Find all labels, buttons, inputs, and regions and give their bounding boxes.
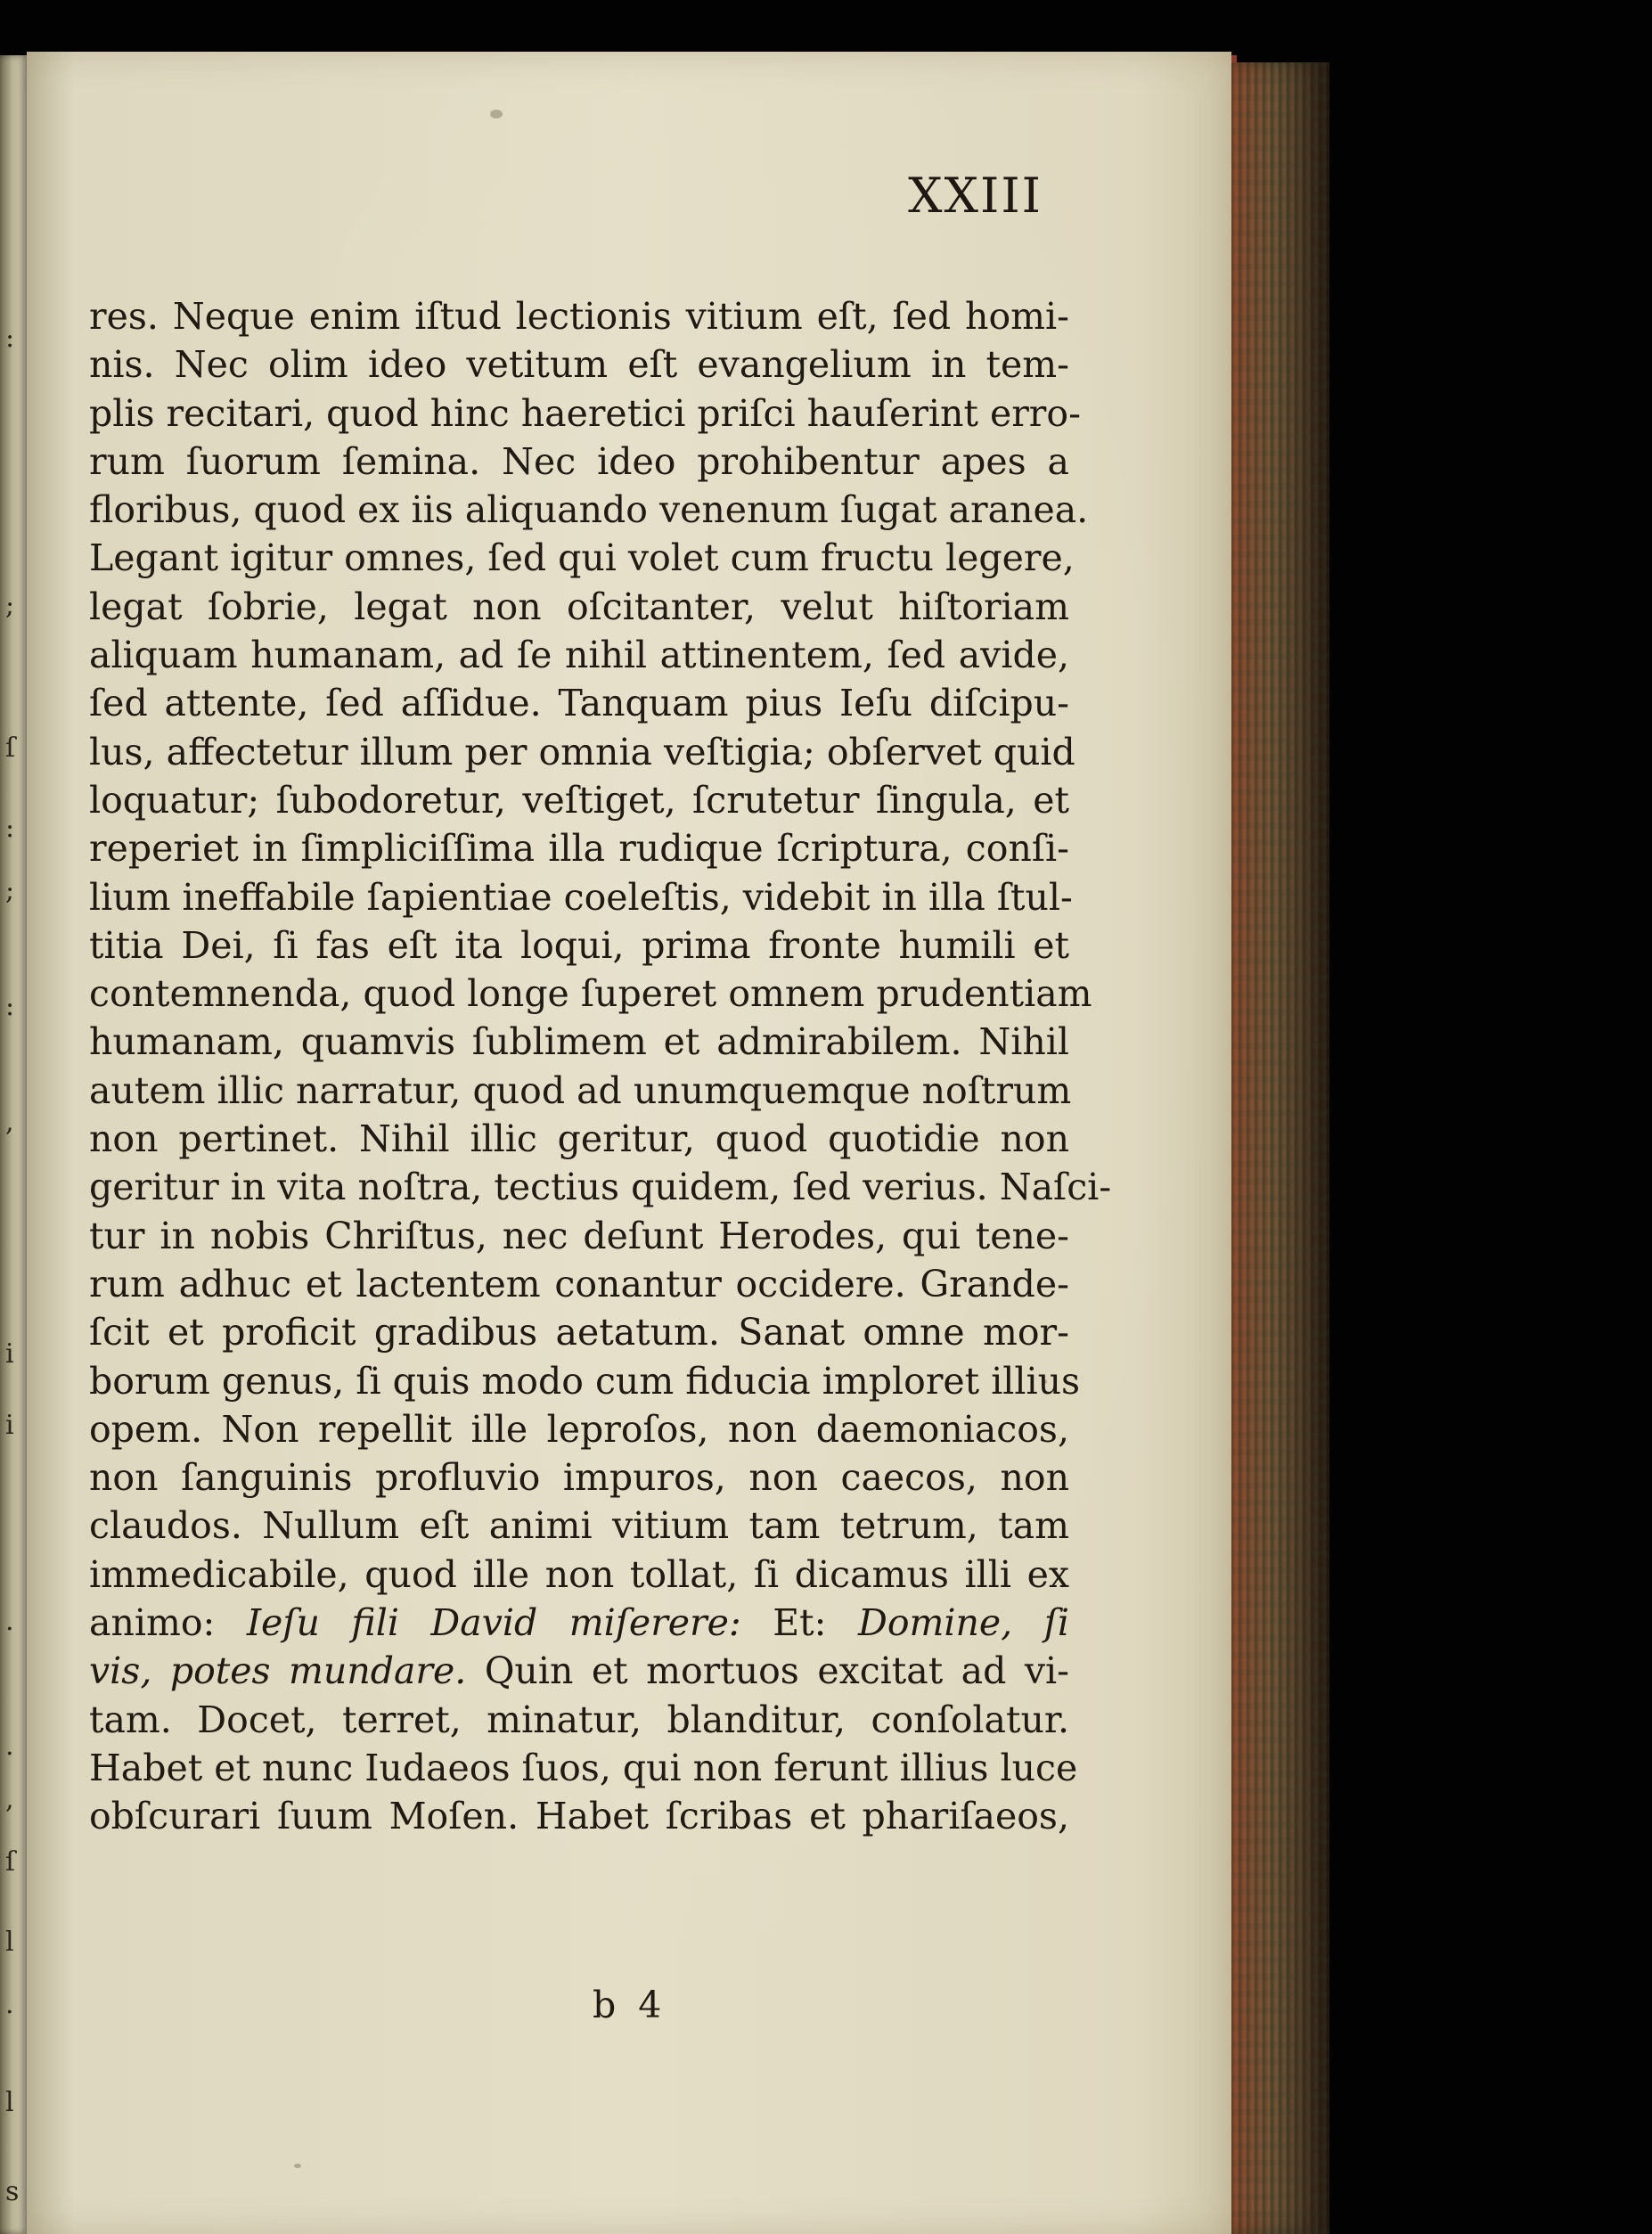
text-line [89, 679, 1069, 727]
text-segment: geritur in vita noſtra, tectius quidem, ſed verius. Naſci- [89, 1166, 1112, 1209]
text-line [89, 1744, 1078, 1792]
text-line [89, 1357, 1081, 1405]
text-line [89, 486, 1089, 534]
text-segment: Habet et nunc Iudaeos ſuos, qui non ferunt illius luce [89, 1746, 1078, 1789]
text-segment: immedicabile, quod ille non tollat, ſi dicamus illi ex [89, 1552, 1069, 1596]
text-segment: lium ineffabile ſapientiae coeleſtis, videbit in illa ſtul- [89, 875, 1073, 919]
text-segment: Legant igitur omnes, ſed qui volet cum fructu legere, [89, 536, 1075, 580]
text-segment: humanam, quamvis ſublimem et admirabilem. Nihil [89, 1020, 1069, 1064]
body-text [89, 292, 1112, 1841]
text-line [89, 1405, 1069, 1453]
text-line [89, 1696, 1069, 1744]
text-segment: reperiet in ſimpliciſſima illa rudique ſcriptura, conſi- [89, 827, 1069, 871]
text-line [89, 1308, 1069, 1356]
text-line [89, 1453, 1069, 1502]
page-number: XXIII [908, 168, 1043, 224]
text-segment: Quin et mortuos excitat ad vi- [484, 1649, 1069, 1693]
text-segment: ſed attente, ſed aſſidue. Tanquam pius Ieſu diſcipu- [89, 682, 1069, 725]
signature-mark: b 4 [593, 1984, 667, 2026]
italic-segment: Ieſu fili David miſerere: [246, 1601, 741, 1645]
text-line [89, 1792, 1069, 1840]
text-segment: autem illic narratur, quod ad unumquemque noſtrum [89, 1068, 1072, 1112]
text-segment: plis recitari, quod hinc haeretici priſci hauſerint erro- [89, 391, 1081, 435]
text-segment: tam. Docet, terret, minatur, blanditur, conſolatur. [89, 1698, 1069, 1741]
text-line [89, 728, 1075, 776]
book-binding [1231, 62, 1329, 2234]
text-line [89, 583, 1069, 631]
text-line [89, 921, 1069, 970]
facing-page-glyphs: : ; ſ : ; : , i i . . , ſ l . l s [5, 323, 20, 2207]
text-line [89, 389, 1081, 438]
text-line [89, 1018, 1069, 1066]
text-segment: aliquam humanam, ad ſe nihil attinentem, ſed avide, [89, 634, 1069, 677]
text-segment: obſcurari ſuum Moſen. Habet ſcribas et phariſaeos, [89, 1795, 1069, 1838]
text-segment: borum genus, ſi quis modo cum fiducia imploret illius [89, 1359, 1081, 1403]
paper-speck [490, 110, 503, 119]
text-segment: lus, affectetur illum per omnia veſtigia; obſervet quid [89, 730, 1075, 773]
text-line [89, 1163, 1112, 1211]
text-segment: claudos. Nullum eſt animi vitium tam tetrum, tam [89, 1504, 1069, 1548]
text-line [89, 340, 1069, 389]
text-segment: floribus, quod ex iis aliquando venenum ſugat aranea. [89, 488, 1089, 532]
text-segment: ſcit et proficit gradibus aetatum. Sanat omne mor- [89, 1311, 1069, 1354]
text-segment: animo: [89, 1601, 216, 1645]
text-segment: opem. Non repellit ille leproſos, non daemoniacos, [89, 1407, 1069, 1451]
text-segment: Et: [773, 1601, 827, 1645]
text-segment: titia Dei, ſi fas eſt ita loqui, prima fronte humili et [89, 923, 1069, 967]
text-line [89, 534, 1075, 582]
text-line [89, 292, 1069, 340]
text-line [89, 438, 1069, 486]
text-line [89, 1551, 1069, 1599]
text-line [89, 824, 1069, 872]
book-page [27, 52, 1231, 2234]
paper-speck [294, 2164, 301, 2168]
binding-texture [1231, 62, 1329, 2234]
text-segment: rum adhuc et lactentem conantur occidere. Grande- [89, 1262, 1069, 1305]
text-line [89, 1260, 1069, 1308]
text-segment: contemnenda, quod longe ſuperet omnem prudentiam [89, 972, 1092, 1016]
italic-segment: vis, potes mundare. [89, 1649, 467, 1693]
text-segment: legat ſobrie, legat non oſcitanter, velut hiſtoriam [89, 585, 1069, 628]
text-segment: nis. Nec olim ideo vetitum eſt evangelium in tem- [89, 343, 1069, 387]
text-line [89, 873, 1073, 921]
text-line [89, 1212, 1069, 1260]
text-segment: tur in nobis Chriſtus, nec deſunt Herodes, qui tene- [89, 1214, 1069, 1257]
text-segment: loquatur; ſubodoretur, veſtiget, ſcrutetur ſingula, et [89, 778, 1069, 822]
text-line [89, 1115, 1069, 1163]
text-line [89, 1502, 1069, 1550]
text-line [89, 776, 1069, 824]
italic-segment: Domine, ſi [857, 1601, 1069, 1645]
text-segment: non ſanguinis profluvio impuros, non caecos, non [89, 1456, 1069, 1500]
text-segment: non pertinet. Nihil illic geritur, quod quotidie non [89, 1117, 1069, 1161]
text-line [89, 1599, 1069, 1647]
text-segment: res. Neque enim iſtud lectionis vitium eſt, ſed homi- [89, 295, 1069, 338]
text-line [89, 970, 1092, 1018]
facing-page-edge [0, 55, 27, 2234]
text-line [89, 631, 1069, 679]
text-line [89, 1647, 1069, 1695]
text-segment: rum ſuorum ſemina. Nec ideo prohibentur apes a [89, 439, 1069, 483]
text-line [89, 1067, 1072, 1115]
